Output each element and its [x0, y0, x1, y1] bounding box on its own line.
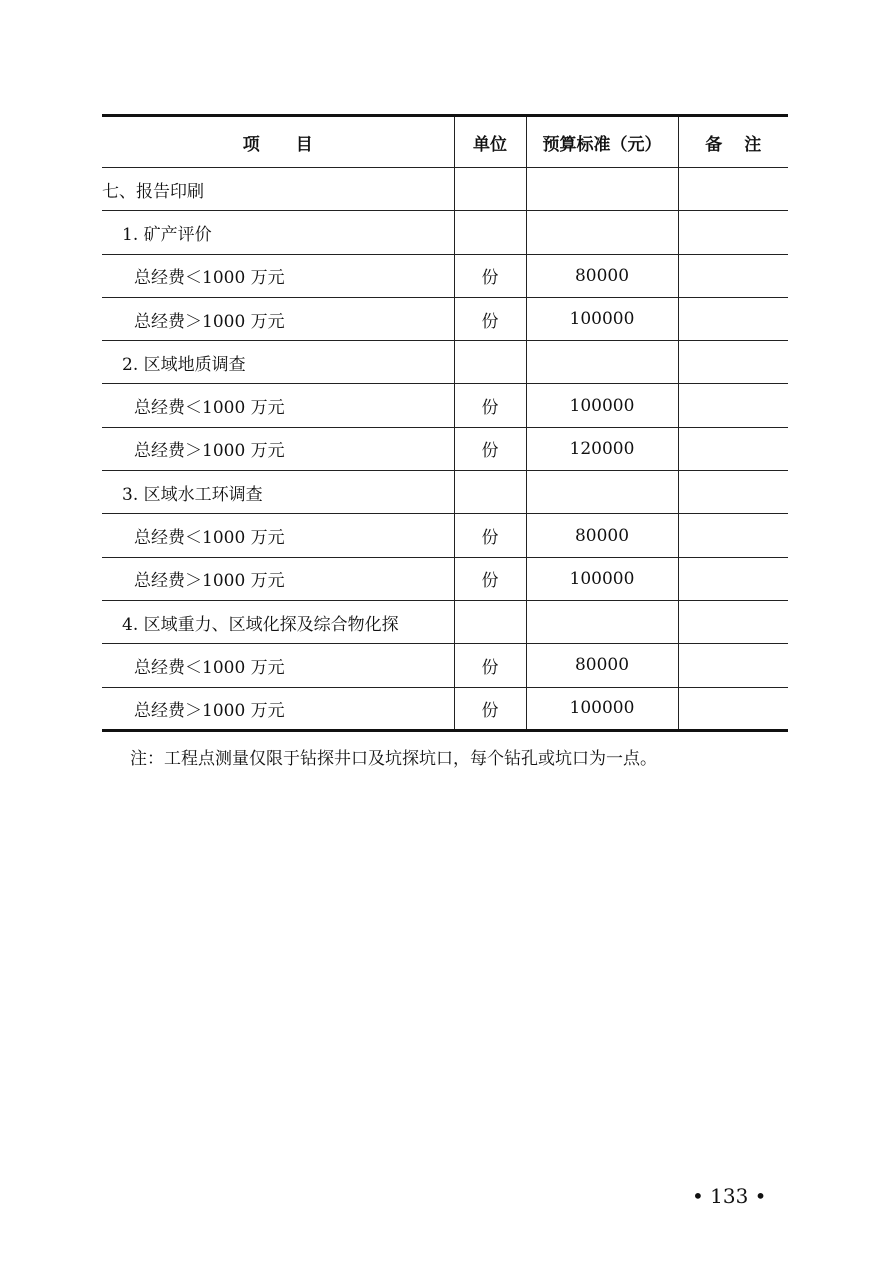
row-unit: 份	[454, 427, 526, 470]
row-standard	[526, 471, 678, 514]
table-header-row	[102, 116, 788, 168]
table-footnote: 注：工程点测量仅限于钻探井口及坑探坑口，每个钻孔或坑口为一点。	[130, 749, 657, 769]
row-unit	[454, 471, 526, 514]
row-standard: 80000	[526, 254, 678, 297]
header-item: 项 目	[102, 116, 454, 168]
header-note: 备 注	[678, 116, 788, 168]
table-row	[102, 557, 788, 600]
row-standard: 80000	[526, 644, 678, 687]
row-note	[678, 384, 788, 427]
row-standard: 100000	[526, 297, 678, 340]
row-item: 2. 区域地质调查	[102, 341, 454, 384]
table-row	[102, 600, 788, 643]
row-note	[678, 297, 788, 340]
row-standard	[526, 600, 678, 643]
row-note	[678, 687, 788, 730]
table-row	[102, 341, 788, 384]
table-row	[102, 297, 788, 340]
row-standard: 80000	[526, 514, 678, 557]
table-row	[102, 211, 788, 254]
row-standard	[526, 168, 678, 211]
row-item: 总经费＜1000 万元	[102, 254, 454, 297]
row-unit	[454, 168, 526, 211]
header-unit: 单位	[454, 116, 526, 168]
row-note	[678, 341, 788, 384]
row-note	[678, 600, 788, 643]
row-unit: 份	[454, 384, 526, 427]
row-note	[678, 471, 788, 514]
row-item: 4. 区域重力、区域化探及综合物化探	[102, 600, 454, 643]
budget-table	[102, 114, 788, 732]
table-row	[102, 254, 788, 297]
row-item: 总经费＞1000 万元	[102, 687, 454, 730]
row-note	[678, 514, 788, 557]
row-unit: 份	[454, 557, 526, 600]
row-unit: 份	[454, 297, 526, 340]
row-item: 1. 矿产评价	[102, 211, 454, 254]
row-unit: 份	[454, 687, 526, 730]
row-item: 3. 区域水工环调查	[102, 471, 454, 514]
row-note	[678, 168, 788, 211]
row-standard	[526, 341, 678, 384]
row-note	[678, 644, 788, 687]
row-note	[678, 254, 788, 297]
row-unit	[454, 341, 526, 384]
row-note	[678, 557, 788, 600]
row-item: 总经费＜1000 万元	[102, 644, 454, 687]
table-row	[102, 384, 788, 427]
row-standard: 100000	[526, 557, 678, 600]
table-row	[102, 514, 788, 557]
table-row	[102, 427, 788, 470]
row-unit	[454, 600, 526, 643]
row-unit: 份	[454, 644, 526, 687]
row-standard: 100000	[526, 687, 678, 730]
page-number: • 133 •	[692, 1184, 767, 1208]
row-item: 总经费＞1000 万元	[102, 557, 454, 600]
row-item: 总经费＜1000 万元	[102, 384, 454, 427]
table-row	[102, 168, 788, 211]
table-row	[102, 687, 788, 730]
row-unit: 份	[454, 254, 526, 297]
row-item: 七、报告印刷	[102, 168, 454, 211]
row-item: 总经费＞1000 万元	[102, 297, 454, 340]
table-row	[102, 644, 788, 687]
table-row	[102, 471, 788, 514]
row-unit: 份	[454, 514, 526, 557]
row-item: 总经费＜1000 万元	[102, 514, 454, 557]
header-standard: 预算标准（元）	[526, 116, 678, 168]
row-standard	[526, 211, 678, 254]
row-note	[678, 211, 788, 254]
row-note	[678, 427, 788, 470]
row-standard: 120000	[526, 427, 678, 470]
row-unit	[454, 211, 526, 254]
row-item: 总经费＞1000 万元	[102, 427, 454, 470]
row-standard: 100000	[526, 384, 678, 427]
